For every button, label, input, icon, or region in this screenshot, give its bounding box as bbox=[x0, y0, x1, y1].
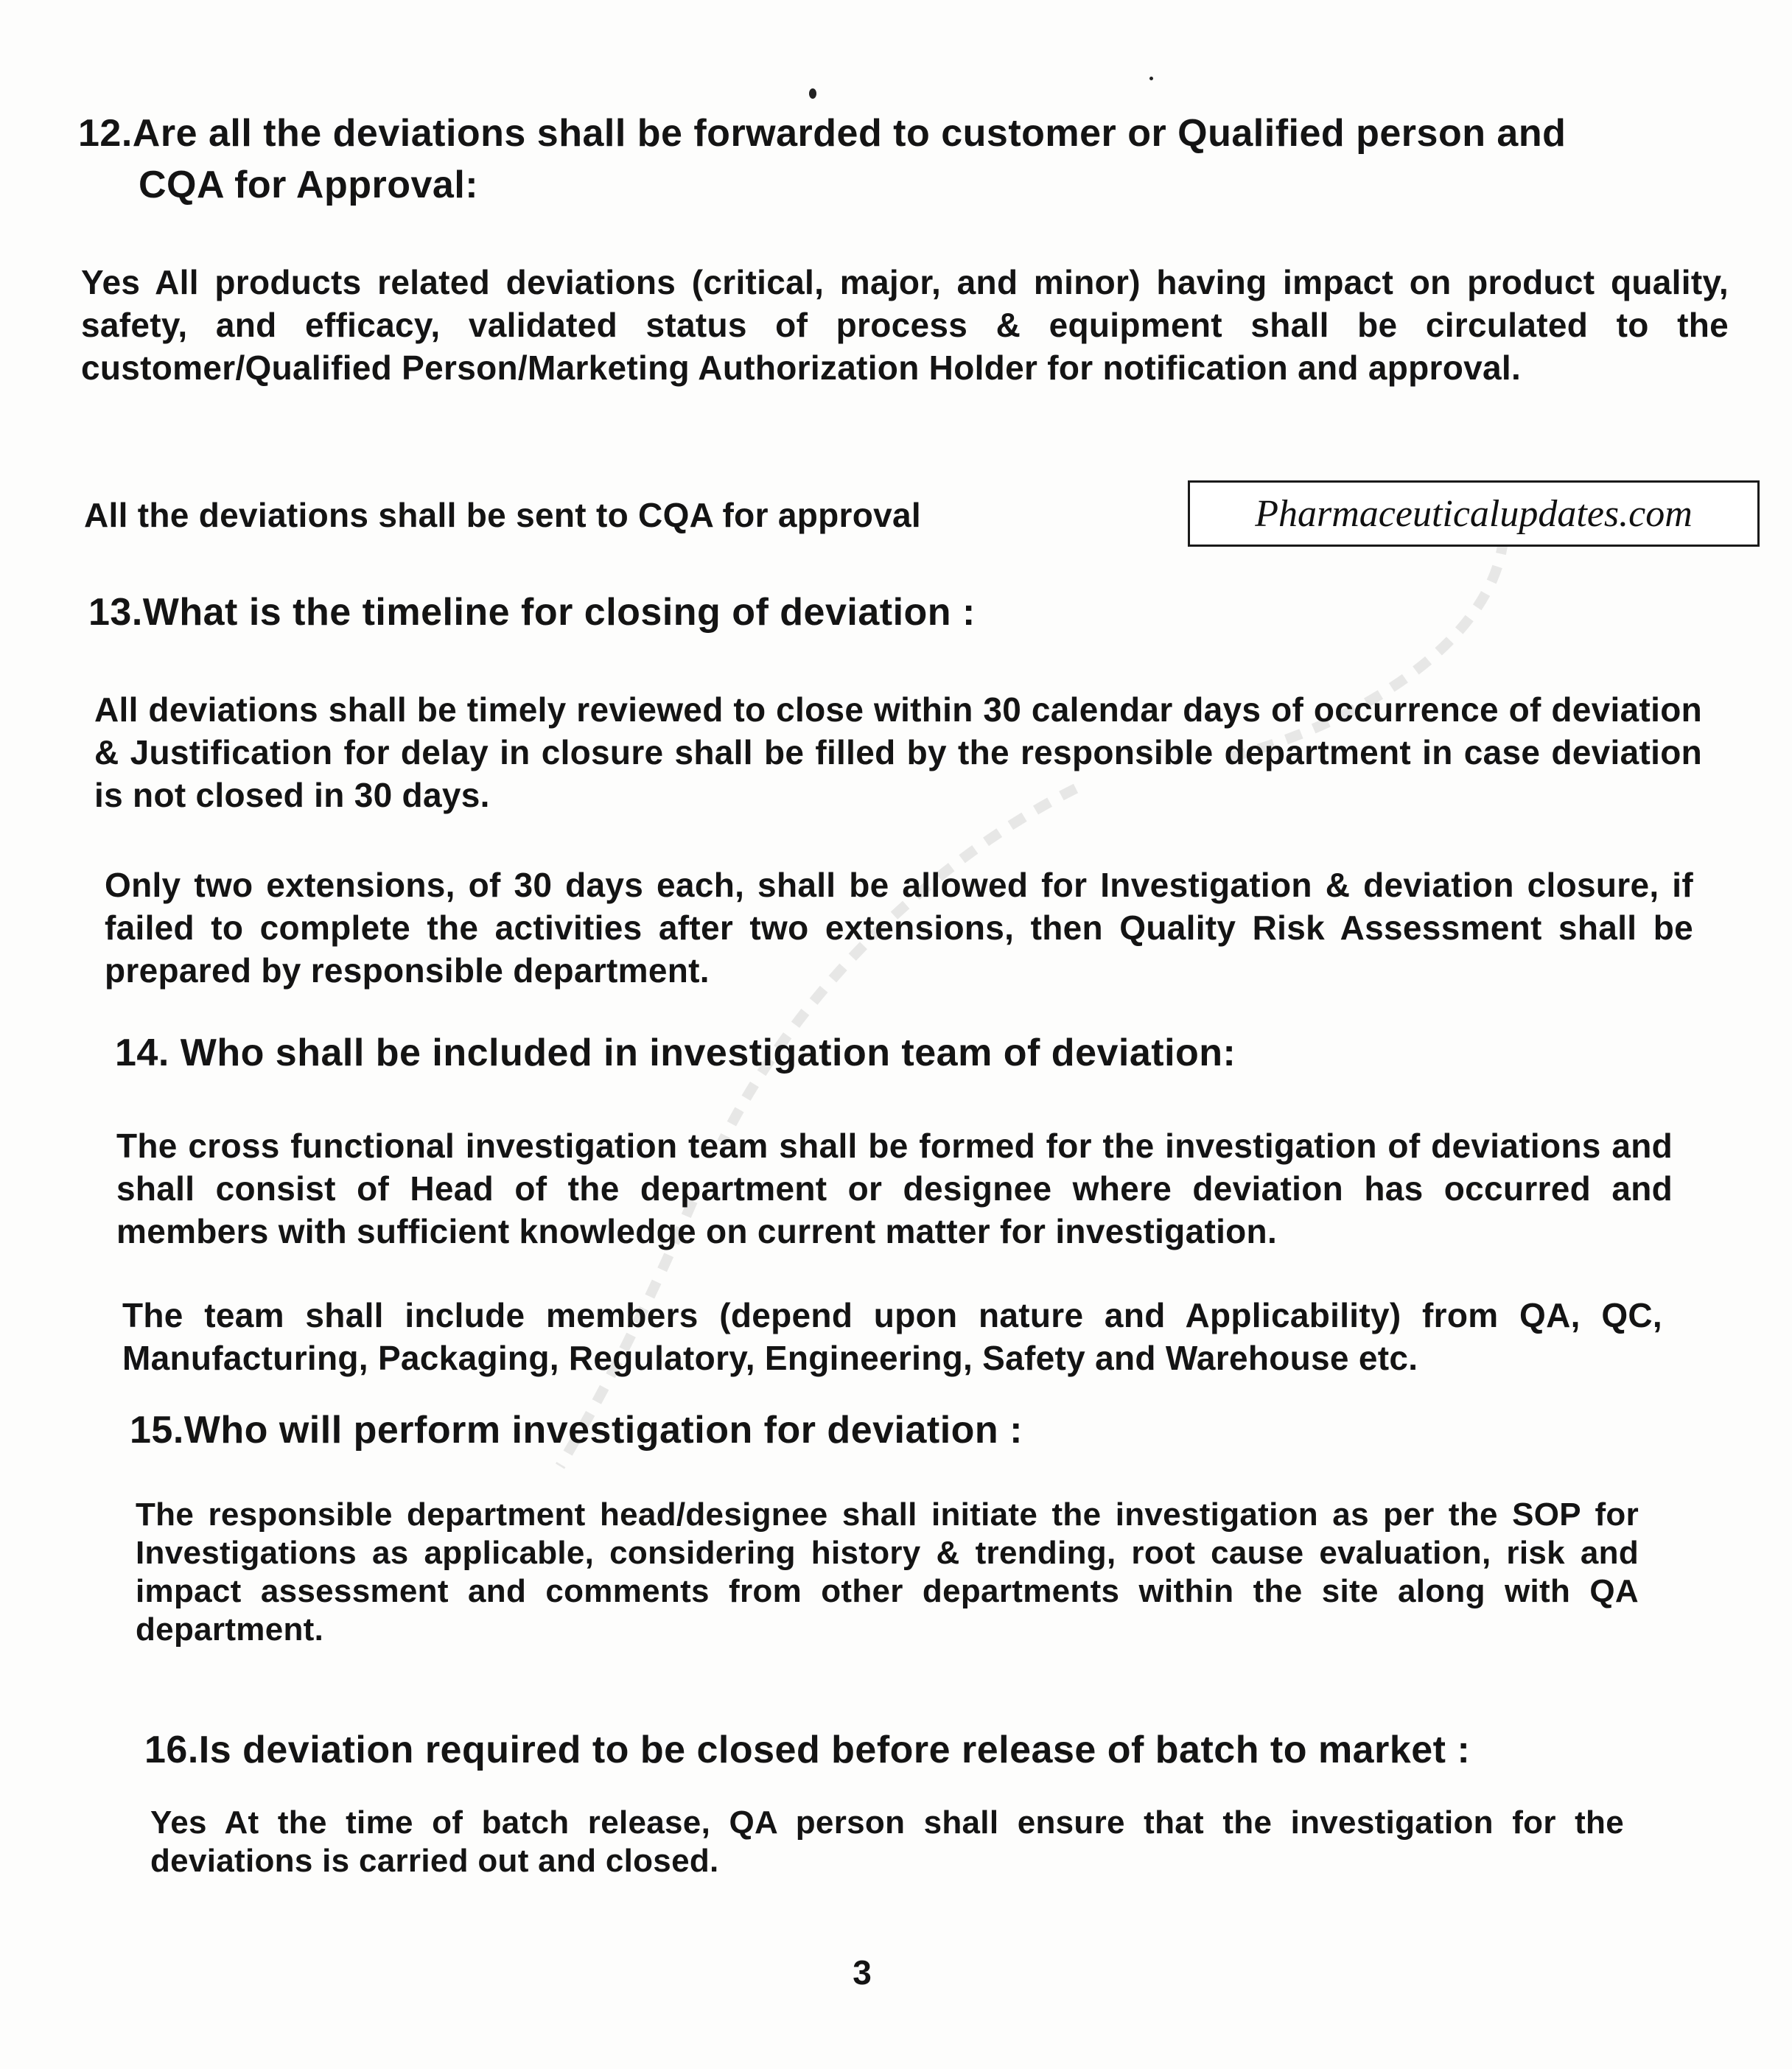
question-12 bbox=[78, 111, 1773, 156]
answer-paragraph: All the deviations shall be sent to CQA for approval bbox=[84, 496, 921, 534]
scan-speck bbox=[809, 88, 816, 99]
scan-speck bbox=[1149, 77, 1153, 80]
page-number: 3 bbox=[853, 1953, 872, 1992]
question-number: 12. bbox=[78, 112, 133, 155]
question-15 bbox=[130, 1407, 1751, 1453]
site-label: Pharmaceuticalupdates.com bbox=[1255, 492, 1693, 535]
question-text: What is the timeline for closing of deviation : bbox=[142, 591, 976, 634]
question-number: 13. bbox=[88, 591, 143, 634]
question-number: 14. bbox=[115, 1032, 169, 1074]
answer-paragraph: All deviations shall be timely reviewed to close within 30 calendar days of occurrence of deviation & Justification for delay in closure shall be filled by the responsible department in case deviation is not closed in 30 days. bbox=[94, 690, 1702, 814]
question-text: Who shall be included in investigation team of deviation: bbox=[180, 1032, 1236, 1074]
answer-paragraph: Yes At the time of batch release, QA person shall ensure that the investigation for the deviations is carried out and closed. bbox=[150, 1804, 1624, 1879]
site-label-box bbox=[1188, 480, 1760, 547]
question-12-line2 bbox=[139, 162, 1686, 208]
answer-paragraph: Only two extensions, of 30 days each, shall be allowed for Investigation & deviation closure, if failed to complete the activities after two extensions, then Quality Risk Assessment shall be prepared by responsible department. bbox=[105, 866, 1693, 990]
question-text: Who will perform investigation for deviation : bbox=[183, 1409, 1023, 1452]
answer-paragraph: The cross functional investigation team shall be formed for the investigation of deviations and shall consist of Head of the department or designee where deviation has occurred and members with sufficient knowledge on current matter for investigation. bbox=[116, 1127, 1673, 1250]
question-text: Is deviation required to be closed before release of batch to market : bbox=[198, 1729, 1471, 1771]
answer-paragraph: The team shall include members (depend upon nature and Applicability) from QA, QC, Manufacturing, Packaging, Regulatory, Engineering, Safety and Warehouse etc. bbox=[122, 1296, 1662, 1377]
question-text: Are all the deviations shall be forwarded to customer or Qualified person and bbox=[132, 112, 1567, 155]
question-number: 15. bbox=[130, 1409, 184, 1452]
question-13 bbox=[88, 589, 1709, 635]
answer-paragraph: The responsible department head/designee shall initiate the investigation as per the SOP for Investigations as applicable, considering history & trending, root cause evaluation, risk and impact assessment and comments from other departments within the site along with QA department. bbox=[136, 1496, 1639, 1648]
question-text: CQA for Approval: bbox=[139, 164, 479, 206]
answer-paragraph: Yes All products related deviations (critical, major, and minor) having impact on product quality, safety, and efficacy, validated status of process & equipment shall be circulated to the customer/Qualified Person/Marketing Authorization Holder for notification and approval. bbox=[81, 263, 1729, 387]
question-number: 16. bbox=[144, 1729, 199, 1771]
question-14 bbox=[115, 1030, 1736, 1076]
question-16 bbox=[144, 1727, 1765, 1773]
